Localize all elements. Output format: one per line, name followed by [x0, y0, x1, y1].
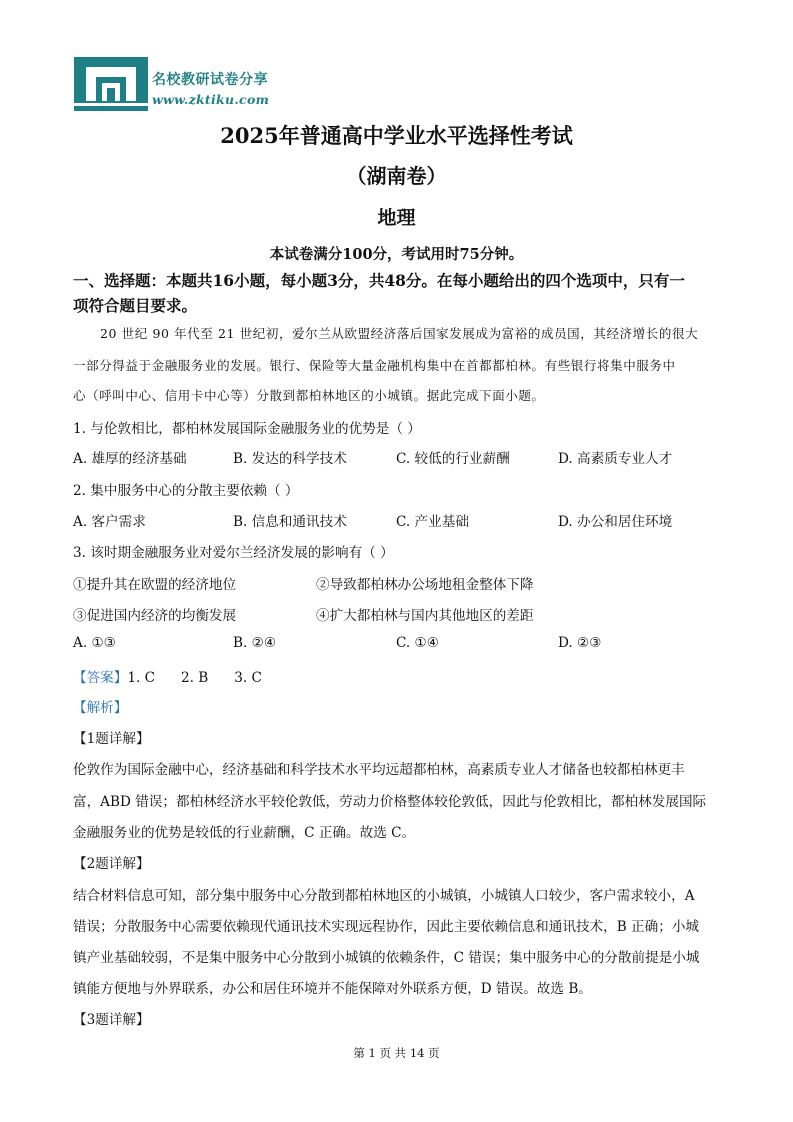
question-option: D. 办公和居住环境: [558, 514, 673, 530]
passage-line: 一部分得益于金融服务业的发展。银行、保险等大量金融机构集中在首都都柏林。有些银行将集中服务中: [73, 358, 676, 373]
school-building-logo-icon: [74, 57, 148, 111]
passage-line: 20 世纪 90 年代至 21 世纪初，爱尔兰从欧盟经济落后国家发展成为富裕的成员国，其经济增长的很大: [100, 326, 699, 341]
question-option: B. 信息和通讯技术: [233, 514, 347, 530]
answer-tag: 【答案】: [73, 670, 128, 686]
question-option: A. ①③: [73, 635, 116, 651]
question-option: C. ①④: [396, 635, 439, 651]
exam-region: （湖南卷）: [346, 164, 447, 188]
question-option: A. 雄厚的经济基础: [73, 451, 187, 467]
detail-line: 伦敦作为国际金融中心，经济基础和科学技术水平均远超都柏林，高素质专业人才储备也较都柏林更丰: [73, 762, 685, 778]
question-option: D. 高素质专业人才: [558, 451, 673, 467]
question-stem: 2. 集中服务中心的分散主要依赖（ ）: [73, 483, 299, 499]
answer-line: [73, 666, 262, 686]
logo-text: 名校教研试卷分享: [152, 72, 268, 88]
question-option: B. 发达的科学技术: [233, 451, 347, 467]
answer-text: 1. C 2. B 3. C: [127, 670, 262, 686]
detail-line: 错误；分散服务中心需要依赖现代通讯技术实现远程协作，因此主要依赖信息和通讯技术，B 正确；小城: [73, 919, 700, 935]
question-option: D. ②③: [558, 635, 602, 651]
site-logo: [74, 57, 289, 113]
question-option: A. 客户需求: [73, 514, 146, 530]
detail-heading: 【1题详解】: [73, 731, 150, 747]
exam-subject: 地理: [377, 207, 416, 229]
question-statement: ④扩大都柏林与国内其他地区的差距: [316, 608, 534, 624]
question-statement: ①提升其在欧盟的经济地位: [73, 577, 237, 593]
passage-line: 心（呼叫中心、信用卡中心等）分散到都柏林地区的小城镇。据此完成下面小题。: [73, 388, 545, 403]
question-statement: ③促进国内经济的均衡发展: [73, 608, 237, 624]
question-stem: 3. 该时期金融服务业对爱尔兰经济发展的影响有（ ）: [73, 545, 394, 561]
detail-heading: 【2题详解】: [73, 856, 150, 872]
analysis-tag: 【解析】: [73, 700, 128, 716]
detail-line: 富，ABD 错误；都柏林经济水平较伦敦低，劳动力价格整体较伦敦低，因此与伦敦相比，都柏林发展国际: [73, 794, 707, 810]
logo-url: www.zktiku.com: [152, 92, 270, 107]
detail-line: 结合材料信息可知，部分集中服务中心分散到都柏林地区的小城镇，小城镇人口较少，客户需求较小，A: [73, 888, 695, 904]
question-statement: ②导致都柏林办公场地租金整体下降: [316, 577, 534, 593]
detail-line: 镇能方便地与外界联系，办公和居住环境并不能保障对外联系方便，D 错误。故选 B。: [73, 981, 592, 997]
question-stem: 1. 与伦敦相比，都柏林发展国际金融服务业的优势是（ ）: [73, 421, 421, 437]
exam-title: 2025年普通高中学业水平选择性考试: [220, 123, 573, 148]
exam-info: 本试卷满分100分，考试用时75分钟。: [269, 246, 524, 263]
detail-heading: 【3题详解】: [73, 1012, 150, 1028]
question-option: C. 较低的行业薪酬: [396, 451, 510, 467]
page-footer: 第 1 页 共 14 页: [353, 1046, 440, 1060]
question-option: B. ②④: [233, 635, 277, 651]
section-heading-cont: 项符合题目要求。: [73, 296, 198, 315]
detail-line: 金融服务业的优势是较低的行业薪酬，C 正确。故选 C。: [73, 825, 416, 841]
question-option: C. 产业基础: [396, 514, 469, 530]
section-heading: 一、选择题：本题共16小题，每小题3分，共48分。在每小题给出的四个选项中，只有一: [73, 271, 685, 290]
detail-line: 镇产业基础较弱，不是集中服务中心分散到小城镇的依赖条件，C 错误；集中服务中心的分散前提是小城: [73, 950, 700, 966]
